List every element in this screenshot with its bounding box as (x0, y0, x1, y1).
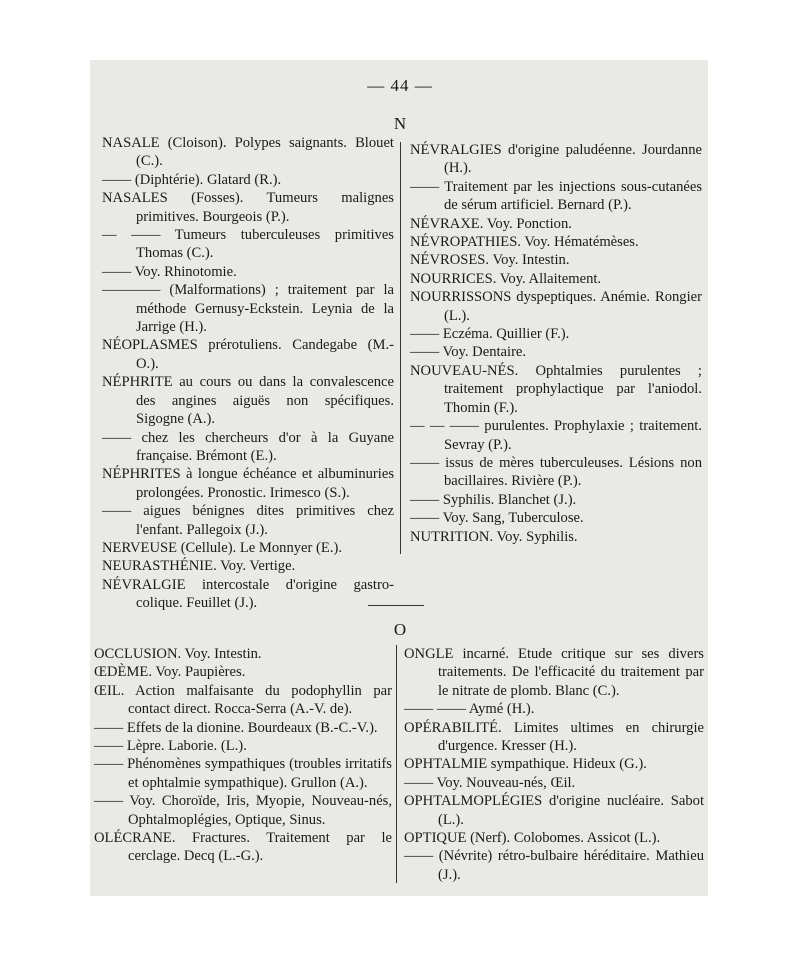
index-entry: —— Effets de la dionine. Bourdeaux (B.-C.-V.). (94, 719, 378, 736)
index-entry: NOURRISSONS dyspeptiques. Anémie. Rongier (L.). (410, 289, 702, 324)
index-entry: NERVEUSE (Cellule). Le Monnyer (E.). (102, 539, 342, 556)
index-entry: —— (Diphtérie). Glatard (R.). (102, 171, 282, 188)
n-right-column (410, 141, 702, 546)
index-entry: NOUVEAU-NÉS. Ophtalmies purulentes ; traitement prophylactique par l'aniodol. Thomin (F.). (410, 362, 702, 416)
column-divider (400, 142, 401, 554)
index-entry: —— Voy. Dentaire. (410, 344, 527, 361)
index-entry: NOURRICES. Voy. Allaitement. (410, 270, 602, 287)
index-entry: —— Voy. Rhinotomie. (102, 263, 237, 280)
section-letter-n: N (393, 114, 407, 133)
index-entry: —— Traitement par les injections sous-cutanées de sérum artificiel. Bernard (P.). (410, 178, 702, 214)
index-entry: —— Voy. Choroïde, Iris, Myopie, Nouveau-nés, Ophtalmoplégies, Optique, Sinus. (94, 793, 392, 828)
index-entry: —— Lèpre. Laborie. (L.). (94, 738, 247, 755)
index-entry: —— aigues bénignes dites primitives chez l'enfant. Pallegoix (J.). (102, 503, 394, 538)
index-entry: —— issus de mères tuberculeuses. Lésions non bacillaires. Rivière (P.). (410, 454, 702, 490)
index-entry: NÉVRALGIE intercostale d'origine gastro-colique. Feuillet (J.). (102, 576, 394, 612)
index-entry: NÉVRALGIES d'origine paludéenne. Jourdanne (H.). (410, 142, 702, 177)
index-entry: OPHTALMIE sympathique. Hideux (G.). (404, 756, 647, 773)
index-entry: — — —— purulentes. Prophylaxie ; traitement. Sevray (P.). (410, 418, 702, 453)
o-right-column (404, 645, 704, 884)
index-entry: OLÉCRANE. Fractures. Traitement par le cerclage. Decq (L.-G.). (94, 830, 392, 865)
index-entry: —— Eczéma. Quillier (F.). (410, 326, 570, 343)
index-entry: —— chez les chercheurs d'or à la Guyane française. Brémont (E.). (102, 429, 394, 464)
index-entry: —— Phénomènes sympathiques (troubles irritatifs et ophtalmie sympathique). Grullon (A.). (94, 756, 392, 791)
index-entry: OPTIQUE (Nerf). Colobomes. Assicot (L.). (404, 830, 661, 847)
index-entry: ONGLE incarné. Etude critique sur ses divers traitements. De l'efficacité du traitement par le nitrate de plomb. Blanc (C.). (404, 646, 704, 699)
index-entry: NÉPHRITE au cours ou dans la convalescence des angines aiguës non spécifiques. Sigogne (A.). (102, 374, 394, 428)
index-entry: —— Voy. Nouveau-nés, Œil. (404, 774, 576, 791)
index-entry: ŒIL. Action malfaisante du podophyllin par contact direct. Rocca-Serra (A.-V. de). (94, 682, 392, 718)
section-letter-o: O (393, 620, 407, 639)
page-number: — 44 — (367, 76, 433, 95)
index-entry: ———— (Malformations) ; traitement par la méthode Gernusy-Eckstein. Leynia de la Jarrige (H.). (102, 282, 394, 336)
index-entry: — —— Tumeurs tuberculeuses primitives Thomas (C.). (102, 227, 394, 262)
index-entry: NASALES (Fosses). Tumeurs malignes primitives. Bourgeois (P.). (102, 190, 394, 225)
index-entry: OCCLUSION. Voy. Intestin. (94, 646, 262, 662)
index-entry: NÉOPLASMES prérotuliens. Candegabe (M.-O.). (102, 337, 394, 372)
index-entry: —— Voy. Sang, Tuberculose. (410, 510, 584, 527)
index-entry: NÉVRAXE. Voy. Ponction. (410, 215, 572, 232)
index-entry: NÉPHRITES à longue échéance et albuminuries prolongées. Pronostic. Irimesco (S.). (102, 466, 394, 501)
index-entry: NUTRITION. Voy. Syphilis. (410, 528, 578, 545)
index-entry: OPHTALMOPLÉGIES d'origine nucléaire. Sabot (L.). (404, 793, 704, 828)
index-entry: —— Syphilis. Blanchet (J.). (410, 491, 577, 508)
index-entry: NÉVROSES. Voy. Intestin. (410, 252, 570, 269)
index-entry: NASALE (Cloison). Polypes saignants. Blouet (C.). (102, 135, 394, 170)
o-left-column (94, 645, 392, 866)
index-entry: —— (Névrite) rétro-bulbaire héréditaire. Mathieu (J.). (404, 848, 704, 883)
index-entry: NÉVROPATHIES. Voy. Hématémèses. (410, 234, 639, 251)
section-separator (368, 605, 424, 606)
n-left-column (102, 134, 394, 613)
index-entry: —— —— Aymé (H.). (404, 701, 535, 718)
index-entry: ŒDÈME. Voy. Paupières. (94, 664, 246, 681)
index-entry: OPÉRABILITÉ. Limites ultimes en chirurgie d'urgence. Kresser (H.). (404, 719, 704, 755)
column-divider (396, 645, 397, 883)
index-entry: NEURASTHÉNIE. Voy. Vertige. (102, 558, 296, 575)
